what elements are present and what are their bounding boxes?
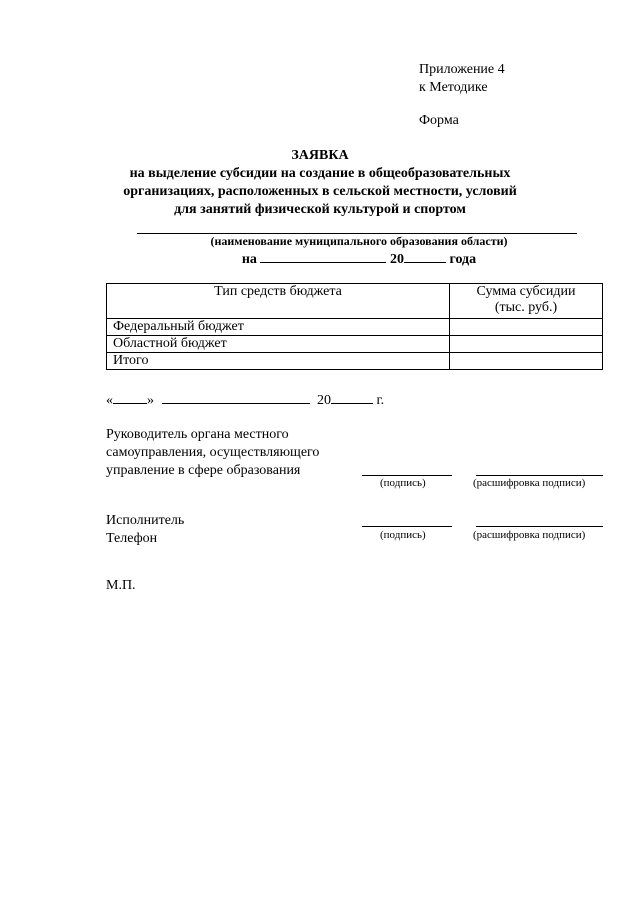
row-subsidy-sum[interactable] — [450, 336, 603, 353]
table-row — [107, 353, 603, 370]
head-sign-caption: (подпись) — [380, 477, 426, 489]
period-line — [0, 250, 640, 268]
date-month-blank — [162, 391, 310, 404]
header-budget-type: Тип средств бюджета — [107, 284, 450, 319]
header-sum-line-1: Сумма субсидии — [476, 284, 576, 299]
period-year-prefix: 20 — [389, 252, 404, 267]
row-budget-type: Федеральный бюджет — [107, 319, 450, 336]
header-subsidy-sum — [450, 284, 603, 319]
executor-label: Исполнитель — [106, 513, 185, 528]
executor-decode-caption: (расшифровка подписи) — [473, 529, 586, 541]
date-close-quote: » — [147, 393, 154, 408]
head-title — [106, 426, 319, 480]
period-prefix: на — [241, 252, 257, 267]
head-signature-line — [362, 475, 452, 476]
document-title — [0, 147, 640, 219]
stamp-place-label: М.П. — [106, 578, 136, 593]
period-fill-blank — [260, 250, 386, 263]
row-subsidy-sum[interactable] — [450, 319, 603, 336]
title-line-2: организациях, расположенных в сельской местности, условий — [123, 184, 517, 199]
municipality-caption: (наименование муниципального образования области) — [210, 234, 508, 248]
executor-decode-line — [476, 526, 603, 527]
head-line-1: Руководитель органа местного — [106, 427, 289, 442]
executor-sign-caption: (подпись) — [380, 529, 426, 541]
executor-signature-line — [362, 526, 452, 527]
table-row — [107, 336, 603, 353]
annex-line-1: Приложение 4 — [419, 62, 505, 77]
date-year-prefix: 20 — [317, 393, 331, 408]
date-year-blank — [331, 391, 373, 404]
phone-label: Телефон — [106, 531, 158, 546]
head-decode-caption: (расшифровка подписи) — [473, 477, 586, 489]
annex-reference — [419, 61, 505, 97]
title-line-3: для занятий физической культурой и спортом — [174, 202, 466, 217]
head-line-3: управление в сфере образования — [106, 463, 301, 478]
header-sum-line-2: (тыс. руб.) — [494, 300, 558, 315]
budget-table — [106, 283, 603, 370]
row-budget-type: Итого — [107, 353, 450, 370]
head-decode-line — [476, 475, 603, 476]
date-open-quote: « — [106, 393, 113, 408]
executor-block — [106, 512, 184, 548]
row-budget-type: Областной бюджет — [107, 336, 450, 353]
date-year-suffix: г. — [376, 393, 385, 408]
period-year-blank — [404, 250, 446, 263]
row-subsidy-sum[interactable] — [450, 353, 603, 370]
period-year-suffix: года — [449, 252, 477, 267]
table-header-row — [107, 284, 603, 319]
annex-line-2: к Методике — [419, 80, 488, 95]
table-row — [107, 319, 603, 336]
date-line — [106, 391, 384, 409]
head-line-2: самоуправления, осуществляющего — [106, 445, 320, 460]
date-day-blank — [113, 391, 147, 404]
title-line-1: на выделение субсидии на создание в общеобразовательных — [129, 166, 511, 181]
title-heading: ЗАЯВКА — [291, 148, 349, 163]
form-label: Форма — [419, 113, 459, 128]
